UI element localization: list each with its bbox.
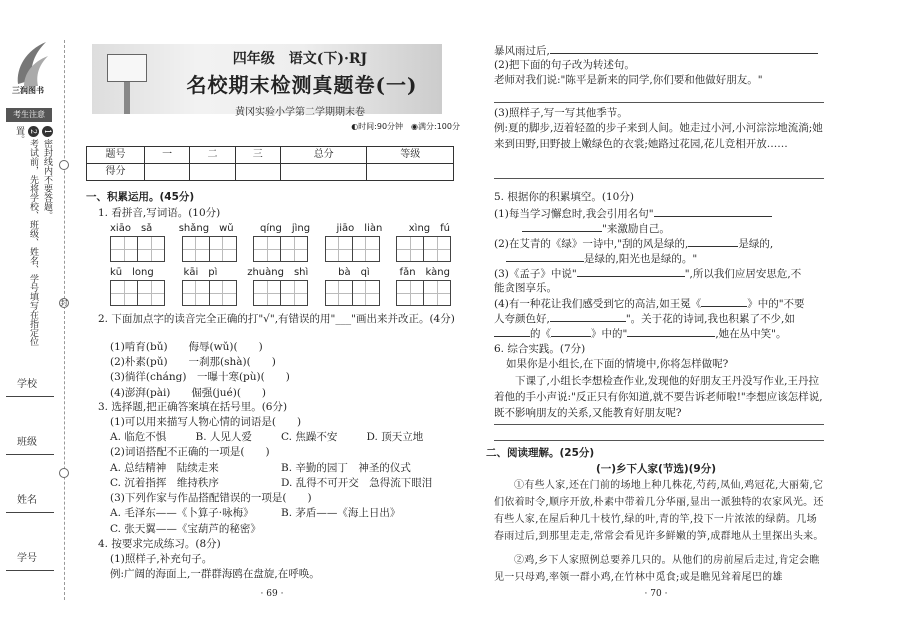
question-4: 4. 按要求完成练习。(8分) — [98, 538, 221, 550]
page-number-right: · 70 · — [644, 589, 668, 599]
question-2: 2. 下面加点字的读音完全正确的打"√",有错误的用"___"画出来并改正。(4分) — [98, 313, 455, 325]
page-title: 名校期末检测真题卷(一) — [186, 73, 418, 97]
pinyin-row-2: kū long kāi pì zhuàng shì bà qì fǎn kàng — [110, 267, 450, 278]
option-row: A. 临危不惧 B. 人见人爱 C. 焦躁不安 D. 顶天立地 — [110, 431, 424, 444]
reading-paragraph-1: ①有些人家,还在门前的场地上种几株花,芍药,凤仙,鸡冠花,大丽菊,它们依着时令,顺序开放,朴素中带着几分华丽,显出一派独特的农家风光。还有些人家,在屋后种几十枝竹,绿的叶,青的竿,投下一片浓浓的绿荫。几场春雨过后,到那里走走,常常会看见许多鲜嫩的笋,成群地从土里探出头来。 — [494, 480, 824, 542]
question-4-3: (3)照样子,写一写其他季节。 — [494, 107, 628, 119]
page-number-left: · 69 · — [260, 589, 284, 599]
question-4-3-example: 例:夏的脚步,迈着轻盈的步子来到人间。她走过小河,小河淙淙地流淌;她来到田野,田野披上嫩绿色的衣裳;她路过花园,花儿竞相开放…… — [494, 122, 823, 150]
question-5: 5. 根据你的积累填空。(10分) — [494, 191, 634, 203]
answer-line[interactable] — [494, 178, 824, 179]
list-item: (2)朴素(pǔ) 一刹那(shà)( ) — [110, 356, 276, 369]
section-1-heading: 一、积累运用。(45分) — [86, 191, 195, 203]
seal-mark-icon — [59, 160, 69, 170]
answer-line[interactable] — [494, 424, 824, 425]
question-5-1b: "来激励自己。 — [522, 221, 822, 237]
answer-line-1[interactable]: 暴风雨过后, — [494, 42, 824, 59]
reading-title: (一)乡下人家(节选)(9分) — [595, 463, 717, 475]
question-4-1-example: 例:广阔的海面上,一群群海鸥在盘旋,在呼唤。 — [110, 568, 320, 580]
question-5-4c: 的《 》中的" ,她在丛中笑"。 — [494, 326, 824, 342]
question-4-2-text: 老师对我们说:"陈平是新来的同学,你们要和他做好朋友。" — [494, 74, 763, 86]
pinyin-row-1: xiāo sǎ shǎng wǔ qíng jìng jiāo liàn xìng fú — [110, 223, 450, 234]
question-5-2b: 是绿的,阳光也是绿的。" — [506, 251, 824, 267]
reading-paragraph-2: ②鸡,乡下人家照例总要养几只的。从他们的房前屋后走过,肯定会瞧见一只母鸡,率领一群小鸡,在竹林中觅食;或是瞧见耸着尾巴的雄 — [494, 555, 820, 583]
answer-line[interactable] — [494, 102, 824, 103]
writing-grid-row-2[interactable] — [110, 280, 450, 306]
question-5-4b: 人夸颜色好, "。关于花的诗词,我也积累了不少,如 — [494, 313, 795, 325]
school-field[interactable]: 学校 — [6, 378, 54, 410]
notice-item: 1密封线内不要答题。 — [40, 126, 54, 356]
student-id-field[interactable]: 学号 — [6, 552, 54, 584]
question-4-1: (1)照样子,补充句子。 — [110, 553, 213, 565]
question-5-3b: 能贪图享乐。 — [494, 282, 557, 294]
seal-mark-icon — [59, 468, 69, 478]
notice-title: 考生注意 — [6, 108, 52, 122]
list-item: (1)啃育(bǔ) 侮辱(wǔ)( ) — [110, 341, 263, 353]
writing-grid-row-1[interactable] — [110, 236, 450, 262]
answer-line[interactable] — [494, 440, 824, 441]
question-1: 1. 看拼音,写词语。(10分) — [98, 207, 221, 219]
birdhouse-icon — [107, 54, 147, 82]
exam-subtitle: 黄冈实验小学第二学期期末卷 — [235, 107, 365, 118]
notice-list — [6, 126, 54, 356]
list-item: (4)澎湃(pài) 倔强(jué)( ) — [110, 386, 267, 399]
question-4-2: (2)把下面的句子改为转述句。 — [494, 59, 635, 71]
class-field[interactable]: 班级 — [6, 436, 54, 468]
option-row: A. 总结精神 陆续走来 B. 辛勤的园丁 神圣的仪式 — [110, 461, 411, 474]
time-info: ◐时间:90分钟 ◉满分:100分 — [351, 122, 460, 131]
question-6-prompt: 如果你是小组长,在下面的情境中,你将怎样做呢? — [506, 358, 729, 370]
score-table — [86, 146, 454, 181]
question-5-4: (4)有一种花让我们感受到它的高洁,如王冕《 》中的"不要 — [494, 298, 805, 310]
question-5-3: (3)《孟子》中说" ",所以我们应居安思危,不 — [494, 268, 802, 280]
question-6-text: 下课了,小组长李想检查作业,发现他的好朋友王丹没写作业,王丹拉着他的手小声说:"反正只有你知道,就不要告诉老师啦!"李想应该怎样说,既不影响朋友的关系,又能教育好朋友呢? — [494, 375, 823, 419]
list-item: (3)徜徉(cháng) 一曝十寒(pù)( ) — [110, 371, 290, 384]
question-5-2: (2)在艾青的《绿》一诗中,"刮的风是绿的, 是绿的, — [494, 238, 774, 250]
question-2-items — [110, 340, 450, 401]
seal-mark: 封 — [60, 299, 68, 307]
brand-name: 三润图书 — [12, 86, 44, 95]
question-3: 3. 选择题,把正确答案填在括号里。(6分) — [98, 401, 288, 413]
notice-item: 2考试前，先将学校、班级、姓名、学号填写在指定位置。 — [14, 126, 38, 346]
question-6: 6. 综合实践。(7分) — [494, 343, 586, 355]
question-5-1: (1)每当学习懈怠时,我会引用名句" — [494, 206, 824, 222]
seal-line — [64, 40, 65, 600]
table-row: 得分 — [87, 164, 454, 181]
option-row: C. 沉着指挥 维持秩序 D. 乱得不可开交 急得流下眼泪 — [110, 476, 433, 489]
name-field[interactable]: 姓名 — [6, 494, 54, 526]
question-3-body: (1)可以用来描写人物心情的词语是( ) A. 临危不惧 B. 人见人爱 C. 焦躁不安 D. 顶天立地 (2)词语搭配不正确的一项是( ) A. 总结精神 陆续走来 B. 辛勤的园丁 神圣的仪式 C. 沉着指挥 维持秩序 D. 乱得不可开交 急得流下眼泪 (3)下列作家与作品搭配错误的一项是( ) A. 毛泽东——《卜算子·咏梅》 B. 茅盾——《海上日出》 C. 张天翼——《宝葫芦的秘密》 — [110, 415, 452, 537]
grade-label: 四年级 语文(下)·RJ — [232, 51, 368, 67]
section-2-heading: 二、阅读理解。(25分) — [486, 447, 595, 459]
option-row: A. 毛泽东——《卜算子·咏梅》 B. 茅盾——《海上日出》 — [110, 507, 401, 520]
table-row: 题号 一 二 三 总分 等级 — [87, 147, 454, 164]
